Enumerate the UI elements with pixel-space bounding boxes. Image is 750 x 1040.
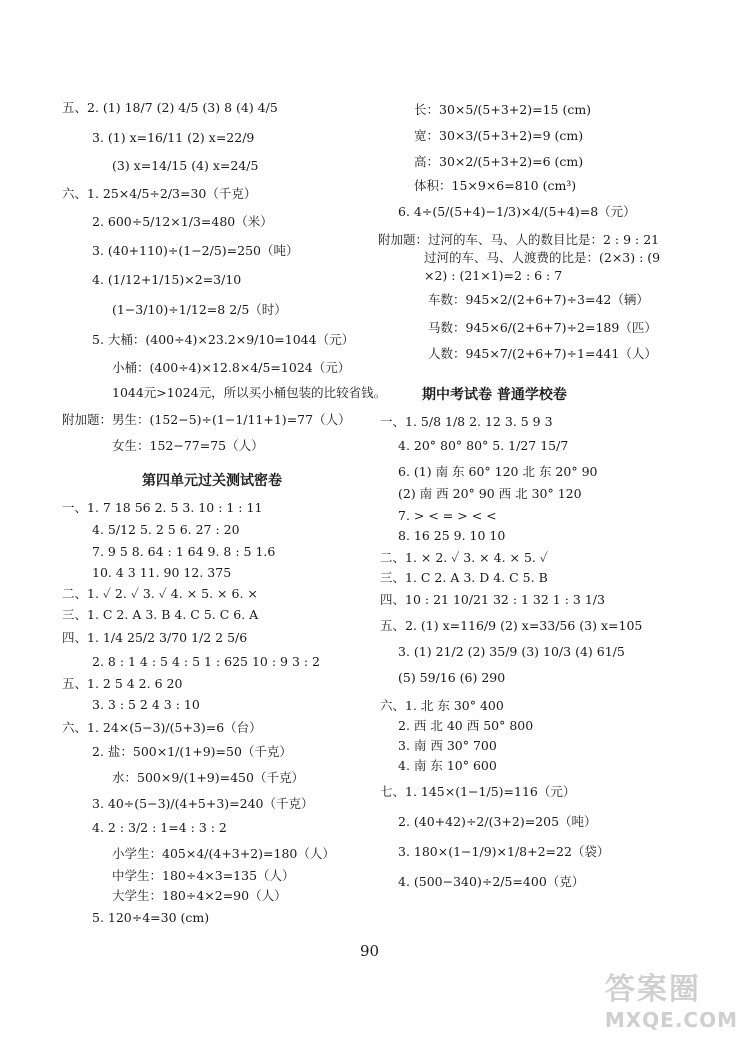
answer-line: 女生：152−77=75（人） xyxy=(112,438,264,453)
answer-line: 8. 16 25 9. 10 10 xyxy=(398,528,506,543)
watermark-bottom: MXQE.COM xyxy=(604,1008,738,1032)
answer-line: (5) 59/16 (6) 290 xyxy=(398,670,506,685)
watermark-top: 答案圈 xyxy=(604,972,701,1007)
answer-line: 3. (40+110)÷(1−2/5)=250（吨） xyxy=(92,243,299,258)
answer-line: 2. 8 : 1 4 : 5 4 : 5 1 : 625 10 : 9 3 : 2 xyxy=(92,654,321,669)
answer-line: 5. 大桶：(400÷4)×23.2×9/10=1044（元） xyxy=(92,332,355,347)
answer-line: ×2) : (21×1)=2 : 6 : 7 xyxy=(424,268,563,283)
answer-line: 3. 南 西 30° 700 xyxy=(398,738,497,753)
answer-line: 五、2. (1) x=116/9 (2) x=33/56 (3) x=105 xyxy=(380,618,643,633)
answer-line: 1044元>1024元，所以买小桶包装的比较省钱。 xyxy=(112,385,387,400)
answer-line: 2. 盐：500×1/(1+9)=50（千克） xyxy=(92,744,292,759)
answer-line: 二、1. × 2. ✓ 3. × 4. × 5. ✓ xyxy=(380,550,548,565)
answer-line: 3. 40÷(5−3)/(4+5+3)=240（千克） xyxy=(92,796,314,811)
answer-line: (2) 南 西 20° 90 西 北 30° 120 xyxy=(398,486,582,501)
section-title: 期中考试卷 普通学校卷 xyxy=(422,387,567,403)
answer-line: 二、1. ✓ 2. ✓ 3. ✓ 4. × 5. × 6. × xyxy=(62,586,258,601)
answer-line: 四、1. 1/4 25/2 3/70 1/2 2 5/6 xyxy=(62,630,248,645)
answer-line: 过河的车、马、人渡费的比是：(2×3) : (9 xyxy=(424,250,661,265)
answer-line: 7. > < = > < < xyxy=(398,508,497,523)
answer-line: 四、10 : 21 10/21 32 : 1 32 1 : 3 1/3 xyxy=(380,592,605,607)
section-title: 第四单元过关测试密卷 xyxy=(142,473,282,489)
answer-line: 三、1. C 2. A 3. B 4. C 5. C 6. A xyxy=(62,607,259,622)
answer-line: 2. 600÷5/12×1/3=480（米） xyxy=(92,214,273,229)
answer-line: 一、1. 7 18 56 2. 5 3. 10 : 1 : 11 xyxy=(62,500,263,515)
answer-line: 六、1. 25×4/5÷2/3=30（千克） xyxy=(62,186,257,201)
answer-line: 七、1. 145×(1−1/5)=116（元） xyxy=(380,784,576,799)
answer-line: 长：30×5/(5+3+2)=15 (cm) xyxy=(414,102,592,117)
answer-line: 4. 2 : 3/2 : 1=4 : 3 : 2 xyxy=(92,820,227,835)
answer-line: 马数：945×6/(2+6+7)÷2=189（匹） xyxy=(428,320,657,335)
page-number: 90 xyxy=(360,942,380,960)
answer-line: 五、1. 2 5 4 2. 6 20 xyxy=(62,676,183,691)
answer-line: 大学生：180÷4×2=90（人） xyxy=(112,888,287,903)
answer-line: 五、2. (1) 18/7 (2) 4/5 (3) 8 (4) 4/5 xyxy=(62,100,278,115)
answer-line: (1−3/10)÷1/12=8 2/5（时） xyxy=(112,302,287,317)
answer-line: 5. 120÷4=30 (cm) xyxy=(92,910,210,925)
answer-line: 3. (1) 21/2 (2) 35/9 (3) 10/3 (4) 61/5 xyxy=(398,644,625,659)
watermark-logo xyxy=(605,964,738,1032)
answer-line: 3. 3 : 5 2 4 3 : 10 xyxy=(92,697,200,712)
answer-line: 中学生：180÷4×3=135（人） xyxy=(112,868,295,883)
answer-line: 三、1. C 2. A 3. D 4. C 5. B xyxy=(380,570,548,585)
answer-line: 4. 5/12 5. 2 5 6. 27 : 20 xyxy=(92,522,240,537)
answer-line: 4. (500−340)÷2/5=400（克） xyxy=(398,874,585,889)
answer-line: 一、1. 5/8 1/8 2. 12 3. 5 9 3 xyxy=(380,414,553,429)
answer-line: 附加题：过河的车、马、人的数目比是：2 : 9 : 21 xyxy=(378,232,660,247)
answer-line: 六、1. 24×(5−3)/(5+3)=6（台） xyxy=(62,720,262,735)
answer-line: 体积：15×9×6=810 (cm³) xyxy=(414,178,577,193)
answer-line: 4. 20° 80° 80° 5. 1/27 15/7 xyxy=(398,438,569,453)
answer-line: 7. 9 5 8. 64 : 1 64 9. 8 : 5 1.6 xyxy=(92,544,276,559)
answer-line: 小桶：(400÷4)×12.8×4/5=1024（元） xyxy=(112,360,351,375)
answer-line: 3. 180×(1−1/9)×1/8+2=22（袋） xyxy=(398,844,610,859)
answer-line: 宽：30×3/(5+3+2)=9 (cm) xyxy=(414,128,584,143)
answer-line: 4. 南 东 10° 600 xyxy=(398,758,497,773)
answer-line: 高：30×2/(5+3+2)=6 (cm) xyxy=(414,154,584,169)
answer-line: 人数：945×7/(2+6+7)÷1=441（人） xyxy=(428,346,657,361)
answer-line: (3) x=14/15 (4) x=24/5 xyxy=(112,158,259,173)
answer-line: 水：500×9/(1+9)=450（千克） xyxy=(112,770,304,785)
answer-line: 6. 4÷(5/(5+4)−1/3)×4/(5+4)=8（元） xyxy=(398,204,636,219)
answer-line: 车数：945×2/(2+6+7)÷3=42（辆） xyxy=(428,292,649,307)
answer-line: 附加题：男生：(152−5)÷(1−1/11+1)=77（人） xyxy=(62,412,351,427)
answer-line: 3. (1) x=16/11 (2) x=22/9 xyxy=(92,130,255,145)
answer-line: 4. (1/12+1/15)×2=3/10 xyxy=(92,272,242,287)
answer-line: 2. (40+42)÷2/(3+2)=205（吨） xyxy=(398,814,597,829)
answer-line: 六、1. 北 东 30° 400 xyxy=(380,698,504,713)
answer-line: 小学生：405×4/(4+3+2)=180（人） xyxy=(112,846,335,861)
answer-line: 2. 西 北 40 西 50° 800 xyxy=(398,718,534,733)
answer-line: 6. (1) 南 东 60° 120 北 东 20° 90 xyxy=(398,464,598,479)
answer-line: 10. 4 3 11. 90 12. 375 xyxy=(92,565,232,580)
